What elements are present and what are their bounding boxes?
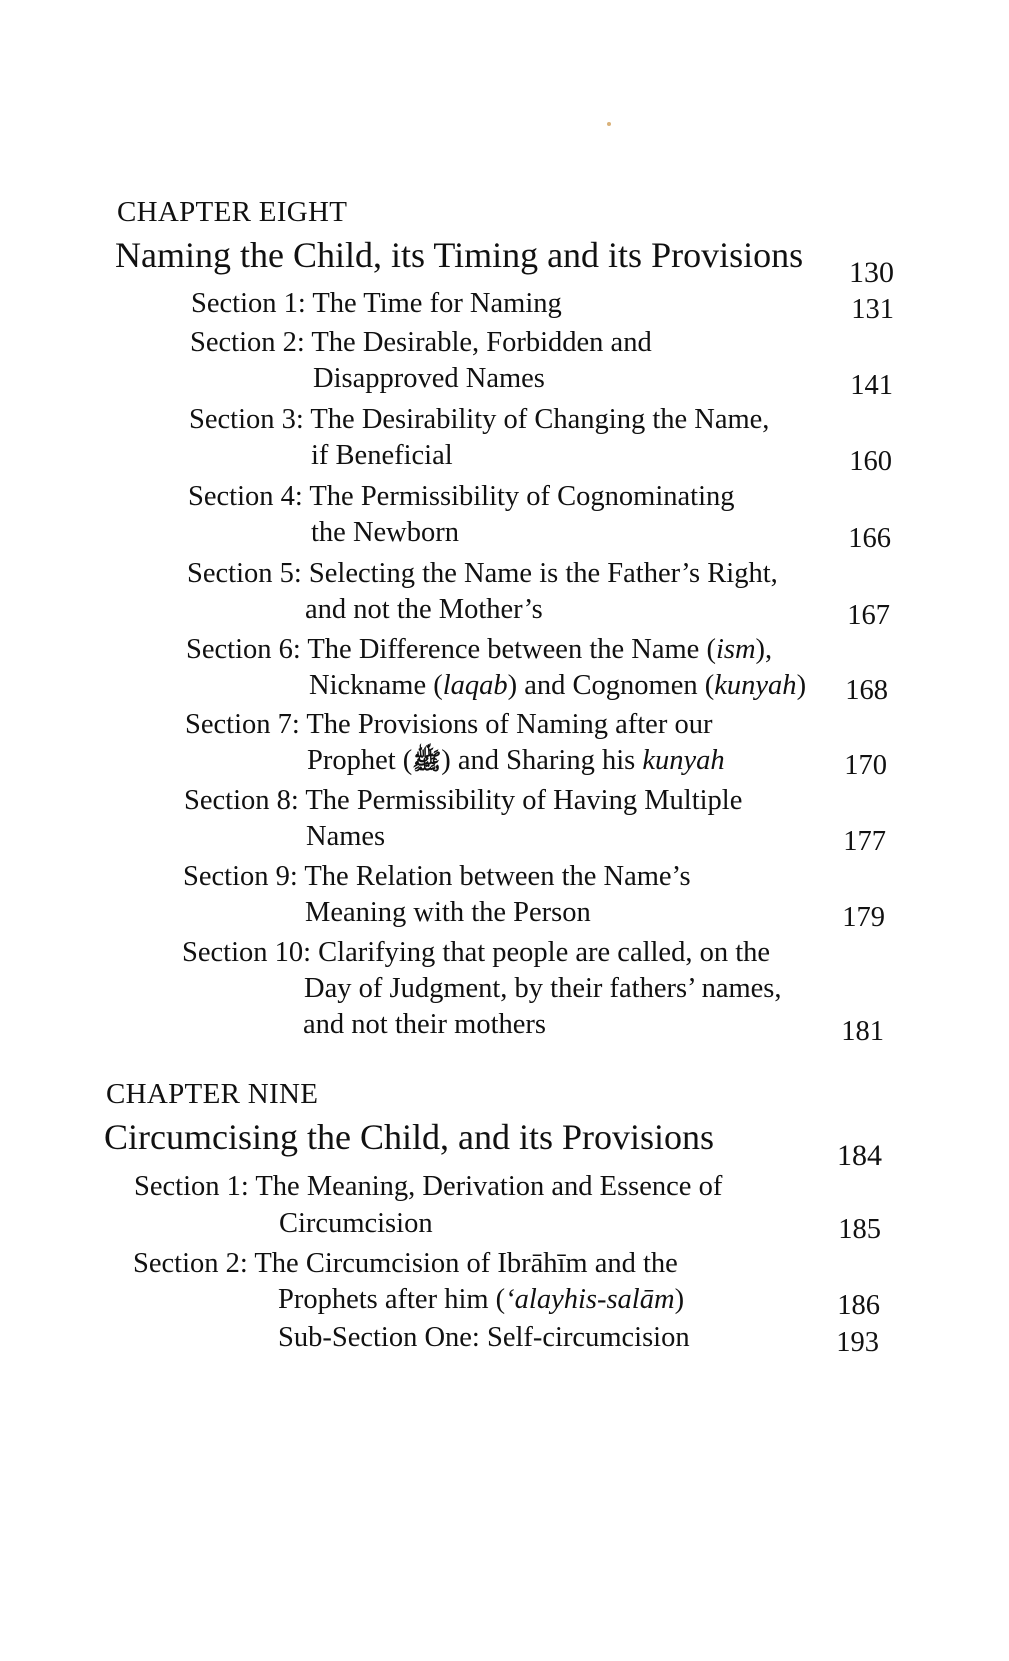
ch8-section2-line1: Section 2: The Desirable, Forbidden and <box>190 327 652 358</box>
ch8-section8-page: 177 <box>843 826 886 857</box>
ch8-section3-line2: if Beneficial <box>311 440 453 471</box>
ch8-section6-page: 168 <box>845 675 888 706</box>
ch9-section1-line2: Circumcision <box>279 1208 433 1239</box>
ch8-section3-line1: Section 3: The Desirability of Changing the Name, <box>189 404 770 435</box>
chapter-nine-title: Circumcising the Child, and its Provisions <box>104 1117 714 1157</box>
chapter-eight-title: Naming the Child, its Timing and its Provisions <box>115 235 804 275</box>
ch8-section10-line3: and not their mothers <box>303 1009 546 1040</box>
ch8-section6-line2 <box>309 670 806 702</box>
ch8-section4-line2: the Newborn <box>311 517 459 548</box>
ch8-section8-line1: Section 8: The Permissibility of Having Multiple <box>184 785 743 816</box>
ch8-section6-line1 <box>186 634 772 666</box>
ch8-section4-line1: Section 4: The Permissibility of Cognominating <box>188 481 735 512</box>
chapter-nine-page: 184 <box>837 1139 882 1172</box>
ch9-subsection1-line1: Sub-Section One: Self-circumcision <box>278 1322 690 1353</box>
ch8-section6-line2-c: ) <box>796 670 807 701</box>
chapter-eight-page: 130 <box>849 256 894 289</box>
ch8-section1-page: 131 <box>851 294 894 325</box>
ch8-section6-line1-a: Section 6: The Difference between the Name ( <box>186 634 716 665</box>
ch8-section3-page: 160 <box>849 446 892 477</box>
chapter-eight-label: CHAPTER EIGHT <box>117 196 348 228</box>
ch8-section10-line2: Day of Judgment, by their fathers’ names, <box>304 973 782 1004</box>
ch8-section7-line2-a: Prophet ( <box>307 745 413 776</box>
ch8-section9-page: 179 <box>842 902 885 933</box>
ch9-section2-line2-a: Prophets after him ( <box>278 1284 506 1315</box>
ch8-section1-line1: Section 1: The Time for Naming <box>191 288 562 319</box>
ch9-section1-line1: Section 1: The Meaning, Derivation and Essence of <box>134 1171 723 1202</box>
ch8-section6-line1-b: ), <box>755 634 773 665</box>
ch8-section9-line2: Meaning with the Person <box>305 897 591 928</box>
ch8-section5-page: 167 <box>847 600 890 631</box>
ch9-subsection1-page: 193 <box>836 1327 879 1358</box>
ch8-section5-line2: and not the Mother’s <box>305 594 543 625</box>
ch9-section1-page: 185 <box>838 1214 881 1245</box>
ch8-section5-line1: Section 5: Selecting the Name is the Father’s Right, <box>187 558 778 589</box>
term-ism: ism <box>715 634 756 665</box>
term-kunyah-2: kunyah <box>642 745 725 776</box>
ch9-section2-line2-b: ) <box>674 1284 685 1315</box>
paper-speck <box>607 122 611 126</box>
ch8-section9-line1: Section 9: The Relation between the Name’s <box>183 861 691 892</box>
ch9-section2-line1: Section 2: The Circumcision of Ibrāhīm and the <box>133 1248 678 1279</box>
ch8-section8-line2: Names <box>306 821 386 852</box>
ch9-section2-page: 186 <box>837 1290 880 1321</box>
chapter-nine-label: CHAPTER NINE <box>106 1078 319 1110</box>
ch8-section2-line2: Disapproved Names <box>313 363 545 394</box>
ch8-section7-line1: Section 7: The Provisions of Naming after our <box>185 709 713 740</box>
ch8-section7-page: 170 <box>844 750 887 781</box>
salutation-glyph-icon: ﷺ <box>412 749 442 775</box>
term-laqab: laqab <box>442 670 508 701</box>
ch8-section7-line2 <box>307 745 725 781</box>
ch9-section2-line2 <box>278 1284 684 1316</box>
ch8-section6-line2-a: Nickname ( <box>309 670 443 701</box>
ch8-section6-line2-b: ) and Cognomen ( <box>507 670 715 701</box>
term-kunyah: kunyah <box>714 670 797 701</box>
ch8-section10-line1: Section 10: Clarifying that people are called, on the <box>182 937 771 968</box>
ch8-section4-page: 166 <box>848 523 891 554</box>
term-alayhis-salam: ‘alayhis-salām <box>505 1284 675 1315</box>
ch8-section7-line2-b: ) and Sharing his <box>441 745 643 776</box>
ch8-section2-page: 141 <box>850 370 893 401</box>
ch8-section10-page: 181 <box>841 1016 884 1047</box>
